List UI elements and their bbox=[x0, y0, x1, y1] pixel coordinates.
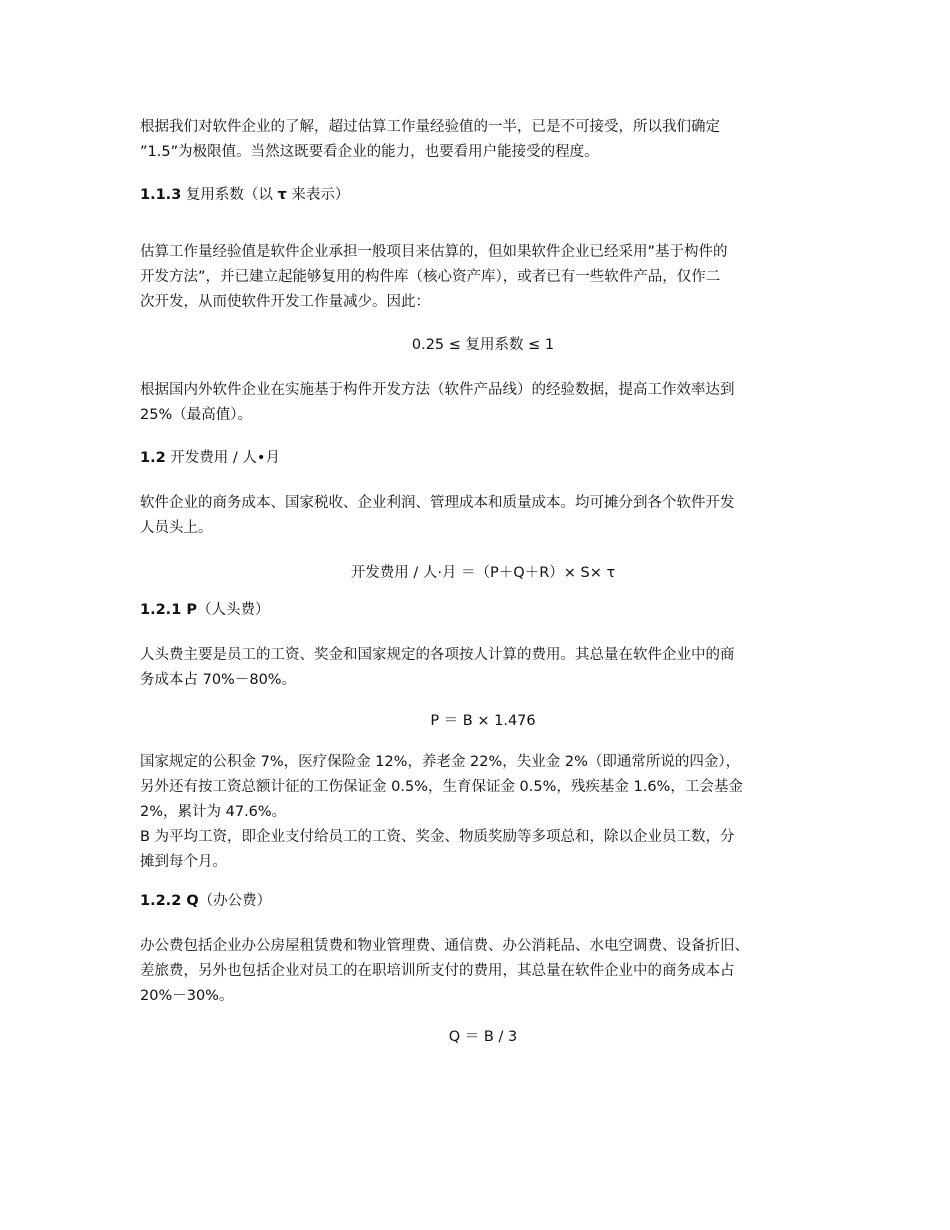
paragraph-limit-value bbox=[140, 115, 820, 165]
paragraph-personnel-cost bbox=[140, 643, 820, 693]
heading-text: （办公费） bbox=[198, 893, 272, 909]
formula-q: Q ＝ B / 3 bbox=[448, 1029, 518, 1045]
paragraph-reuse bbox=[140, 240, 820, 315]
heading-symbol: τ bbox=[277, 187, 287, 203]
text-line: 估算工作量经验值是软件企业承担一般项目来估算的，但如果软件企业已经采用”基于构件的 bbox=[140, 244, 728, 260]
text-line: 次开发，从而使软件开发工作量减少。因此： bbox=[140, 294, 430, 310]
heading-1-2-2 bbox=[140, 889, 820, 914]
paragraph-national-funds bbox=[140, 750, 820, 825]
heading-1-2-1 bbox=[140, 598, 820, 623]
text-line: 根据我们对软件企业的了解，超过估算工作量经验值的一半，已是不可接受，所以我们确定 bbox=[140, 119, 720, 135]
heading-text: 开发费用 / 人•月 bbox=[165, 450, 280, 466]
formula-reuse-coefficient: 0.25 ≤ 复用系数 ≤ 1 bbox=[411, 337, 555, 353]
text-line: 摊到每个月。 bbox=[140, 854, 227, 870]
heading-number: 1.2.1 P bbox=[140, 602, 197, 618]
text-line: 25%（最高值）。 bbox=[140, 407, 252, 423]
text-line: 国家规定的公积金 7%，医疗保险金 12%，养老金 22%，失业金 2%（即通常所说的四金）， bbox=[140, 754, 741, 770]
text-line: 另外还有按工资总额计征的工伤保证金 0.5%，生育保证金 0.5%，残疾基金 1.6%，工会基金 bbox=[140, 779, 743, 795]
paragraph-office-cost bbox=[140, 934, 820, 1009]
heading-number: 1.1.3 bbox=[140, 187, 182, 203]
text-line: B 为平均工资，即企业支付给员工的工资、奖金、物质奖励等多项总和，除以企业员工数，分 bbox=[140, 829, 735, 845]
text-line: ”1.5”为极限值。当然这既要看企业的能力，也要看用户能接受的程度。 bbox=[140, 144, 599, 160]
text-line: 软件企业的商务成本、国家税收、企业利润、管理成本和质量成本。均可摊分到各个软件开发 bbox=[140, 495, 735, 511]
paragraph-average-salary bbox=[140, 825, 820, 875]
heading-number: 1.2.2 Q bbox=[140, 893, 199, 909]
paragraph-efficiency bbox=[140, 378, 820, 428]
text-line: 人头费主要是员工的工资、奖金和国家规定的各项按人计算的费用。其总量在软件企业中的商 bbox=[140, 647, 735, 663]
paragraph-cost-allocation bbox=[140, 491, 820, 541]
text-line: 根据国内外软件企业在实施基于构件开发方法（软件产品线）的经验数据，提高工作效率达到 bbox=[140, 382, 735, 398]
text-line: 开发方法”，并已建立起能够复用的构件库（核心资产库），或者已有一些软件产品，仅作二 bbox=[140, 269, 721, 285]
text-line: 差旅费，另外也包括企业对员工的在职培训所支付的费用，其总量在软件企业中的商务成本占 bbox=[140, 963, 735, 979]
heading-text: （人头费） bbox=[196, 602, 270, 618]
document-body bbox=[140, 112, 820, 1050]
text-line: 务成本占 70%－80%。 bbox=[140, 672, 297, 688]
text-line: 人员头上。 bbox=[140, 520, 213, 536]
heading-1-1-3 bbox=[140, 183, 820, 208]
text-line: 20%－30%。 bbox=[140, 988, 234, 1004]
heading-1-2 bbox=[140, 446, 820, 471]
text-line: 办公费包括企业办公房屋租赁费和物业管理费、通信费、办公消耗品、水电空调费、设备折旧、 bbox=[140, 938, 749, 954]
formula-dev-cost: 开发费用 / 人·月 ＝（P＋Q＋R）× S× τ bbox=[350, 565, 616, 581]
heading-text: 来表示） bbox=[286, 187, 350, 203]
text-line: 2%，累计为 47.6%。 bbox=[140, 804, 287, 820]
heading-text: 复用系数（以 bbox=[181, 187, 278, 203]
heading-number: 1.2 bbox=[140, 450, 166, 466]
formula-p: P ＝ B × 1.476 bbox=[430, 713, 536, 729]
